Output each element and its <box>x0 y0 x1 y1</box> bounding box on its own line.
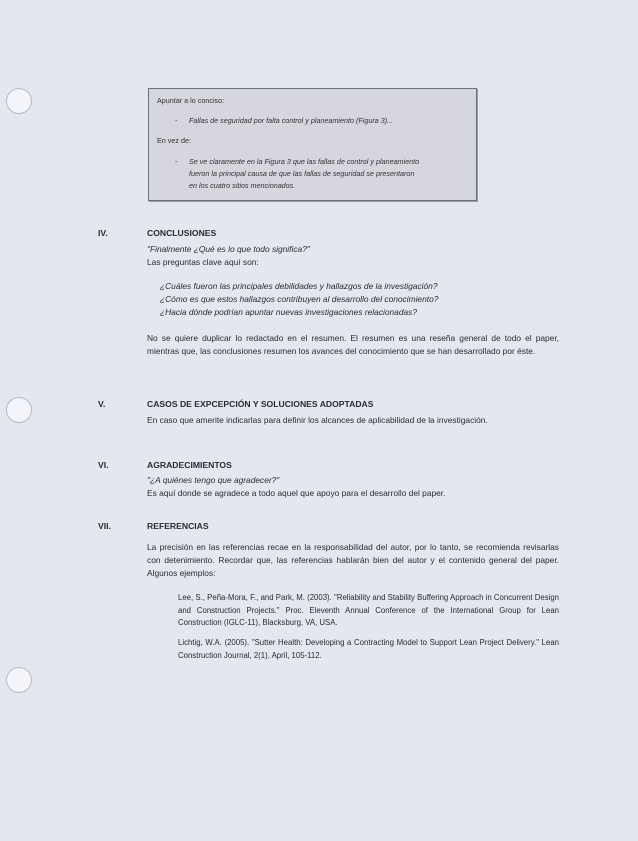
paragraph: En caso que amerite indicarlas para definir los alcances de aplicabilidad de la investigación. <box>147 415 488 425</box>
question: ¿Cuáles fueron las principales debilidades y hallazgos de la investigación? <box>160 281 438 291</box>
box-item: Fallas de seguridad por falta control y planeamiento (Figura 3)... <box>189 116 394 125</box>
box-item: en los cuatro sitios mencionados. <box>189 181 296 190</box>
reference: Lee, S., Peña-Mora, F., and Park, M. (2003). "Reliability and Stability Buffering Approach in Concurrent Design and Construction Projects." Proc. Eleventh Annual Conference of the International Group for Lean Construction (IGLC-11), Blacksburg, VA, USA. <box>178 593 559 627</box>
section-number: IV. <box>98 228 108 238</box>
box-label: En vez de: <box>157 136 191 145</box>
paragraph: No se quiere duplicar lo redactado en el resumen. El resumen es una reseña general de todo el paper, mientras que, las conclusiones resumen los avances del conocimiento que se han desarrollado por éste. <box>147 333 559 356</box>
section-title: AGRADECIMIENTOS <box>147 460 232 470</box>
quote: "¿A quiénes tengo que agradecer?" <box>147 475 280 485</box>
question: ¿Hacia dónde podrían apuntar nuevas investigaciones relacionadas? <box>160 307 418 317</box>
paragraph: La precisión en las referencias recae en la responsabilidad del autor, por lo tanto, se recomienda revisarlas con detenimiento. Recordar que, las referencias hablarán bien del autor y el contenido general del paper. Algunos ejemplos: <box>147 542 559 578</box>
box-label: Apuntar a lo conciso: <box>157 96 225 105</box>
box-item: Se ve claramente en la Figura 3 que las fallas de control y planeamiento <box>189 157 420 166</box>
bullet: - <box>175 157 178 166</box>
section-title: REFERENCIAS <box>147 521 209 531</box>
section-number: V. <box>98 399 106 409</box>
example-box <box>148 88 477 201</box>
section-number: VI. <box>98 460 109 470</box>
section-number: VII. <box>98 521 111 531</box>
bullet: - <box>175 116 178 125</box>
punch-hole <box>6 397 32 423</box>
question: ¿Cómo es que estos hallazgos contribuyen al desarrollo del conocimiento? <box>160 294 439 304</box>
section-title: CONCLUSIONES <box>147 228 217 238</box>
paragraph: Es aquí donde se agradece a todo aquel que apoyo para el desarrollo del paper. <box>147 488 446 498</box>
punch-hole <box>6 667 32 693</box>
box-item: fueron la principal causa de que las fallas de seguridad se presentaron <box>189 169 415 178</box>
reference: Lichtig, W.A. (2005). "Sutter Health: Developing a Contracting Model to Support Lean Project Delivery." Lean Construction Journal, 2(1), April, 105-112. <box>178 638 559 660</box>
section-title: CASOS DE EXPCEPCIÓN Y SOLUCIONES ADOPTADAS <box>147 399 374 409</box>
quote: "Finalmente ¿Qué es lo que todo significa?" <box>147 244 310 254</box>
paragraph: Las preguntas clave aquí son: <box>147 257 259 267</box>
punch-hole <box>6 88 32 114</box>
